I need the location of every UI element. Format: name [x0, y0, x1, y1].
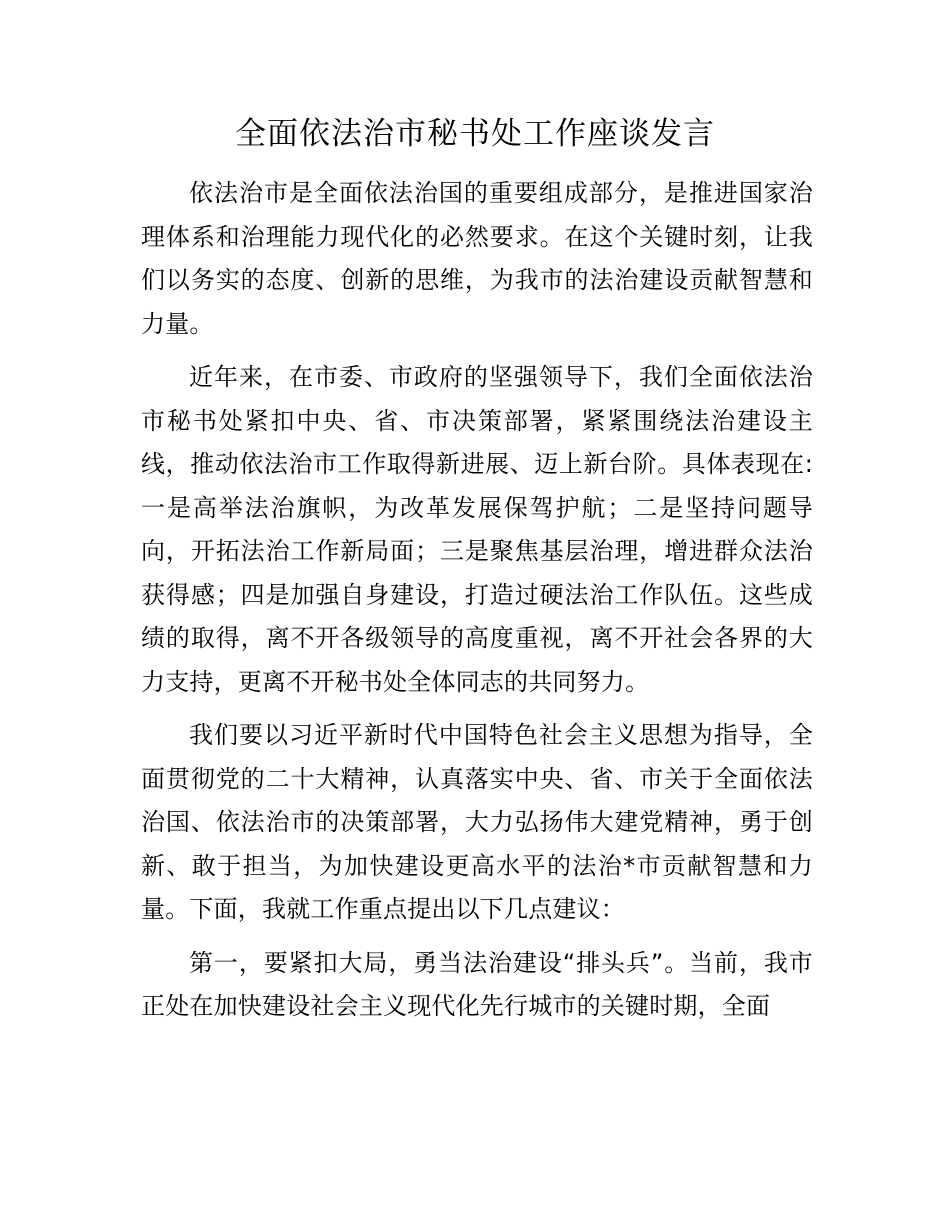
paragraph-2: 近年来，在市委、市政府的坚强领导下，我们全面依法治市秘书处紧扣中央、省、市决策部署，紧紧围绕法治建设主线，推动依法治市工作取得新进展、迈上新台阶。具体表现在:一是高举法治旗帜，为改革发展保驾护航；二是坚持问题导向，开拓法治工作新局面；三是聚焦基层治理，增进群众法治获得感；四是加强自身建设，打造过硬法治工作队伍。这些成绩的取得，离不开各级领导的高度重视，离不开社会各界的大力支持，更离不开秘书处全体同志的共同努力。	[141, 363, 813, 696]
document-body	[141, 172, 813, 1039]
paragraph-1: 依法治市是全面依法治国的重要组成部分，是推进国家治理体系和治理能力现代化的必然要求。在这个关键时刻，让我们以务实的态度、创新的思维，为我市的法治建设贡献智慧和力量。	[141, 179, 813, 338]
paragraph-3: 我们要以习近平新时代中国特色社会主义思想为指导，全面贯彻党的二十大精神，认真落实中央、省、市关于全面依法治国、依法治市的决策部署，大力弘扬伟大建党精神，勇于创新、敢于担当，为加快建设更高水平的法治*市贡献智慧和力量。下面，我就工作重点提出以下几点建议：	[141, 721, 813, 923]
document-title: 全面依法治市秘书处工作座谈发言	[235, 116, 715, 152]
paragraph-4: 第一，要紧扣大局，勇当法治建设“排头兵”。当前，我市正处在加快建设社会主义现代化先行城市的关键时期，全面	[141, 948, 813, 1020]
